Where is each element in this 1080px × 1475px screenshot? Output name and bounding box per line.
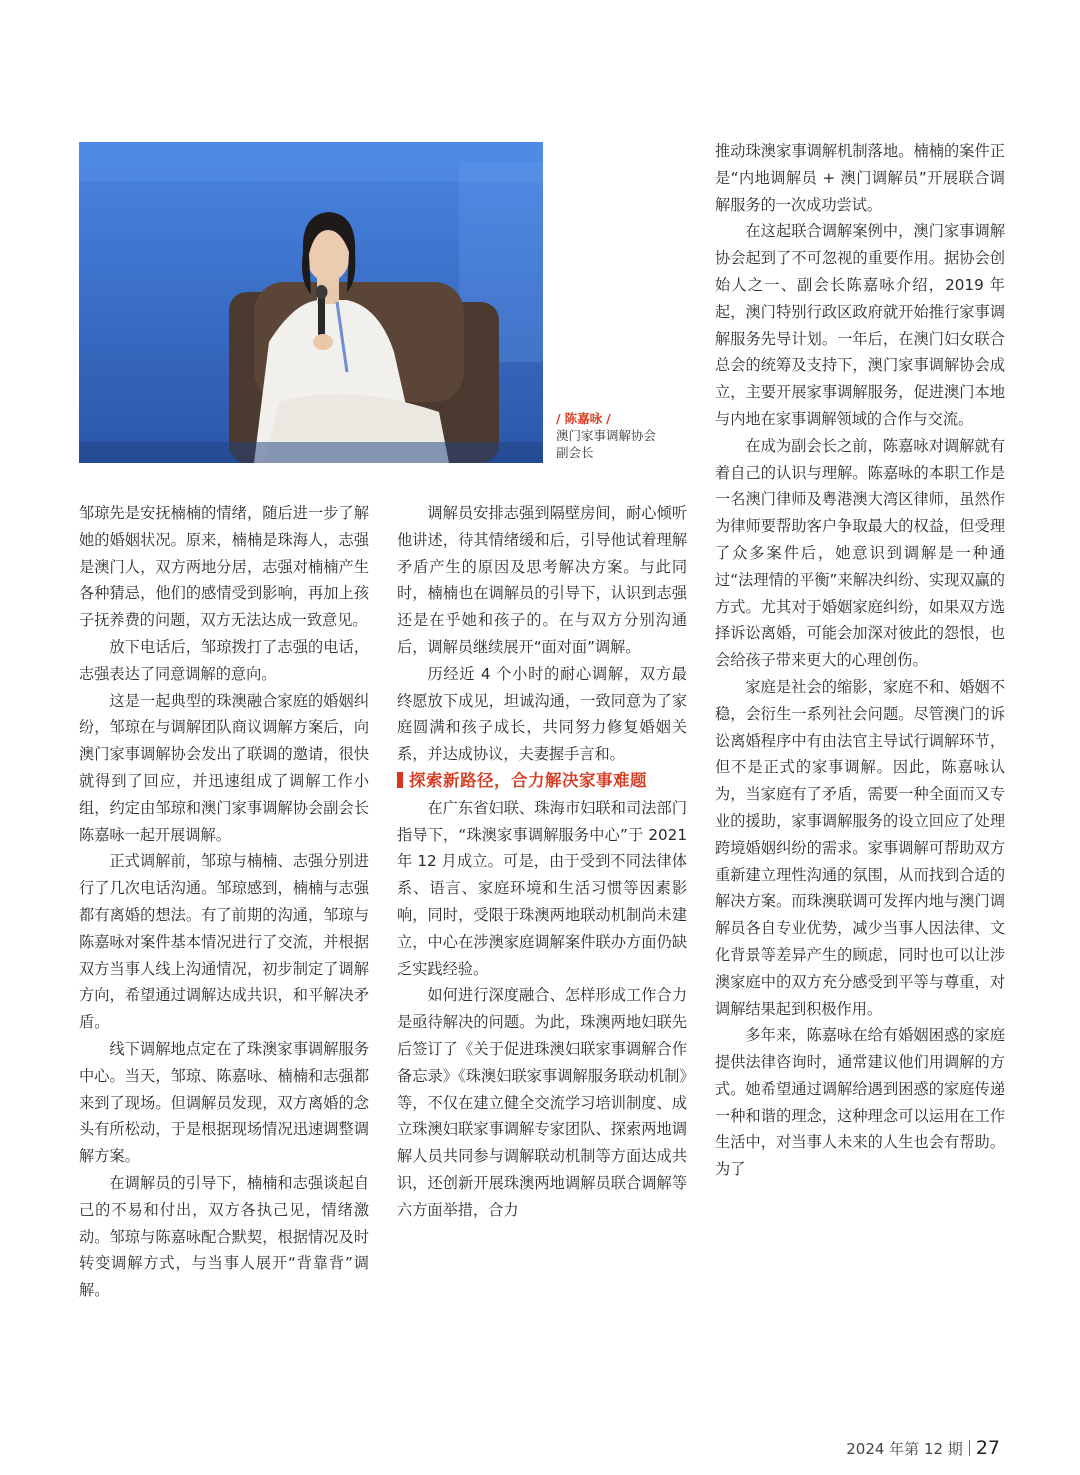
- paragraph: 邹琼先是安抚楠楠的情绪，随后进一步了解她的婚姻状况。原来，楠楠是珠海人，志强是澳门人，双方两地分居，志强对楠楠产生各种猜忌，他们的感情受到影响，再加上孩子抚养费的问题，双方无法达成一致意见。: [79, 504, 369, 630]
- article-column-1: [79, 500, 369, 1304]
- paragraph: 这是一起典型的珠澳融合家庭的婚姻纠纷，邹琼在与调解团队商议调解方案后，向澳门家事调解协会发出了联调的邀请，很快就得到了回应，并迅速组成了调解工作小组，约定由邹琼和澳门家事调解协会副会长陈嘉咏一起开展调解。: [79, 691, 369, 844]
- caption-name: 陈嘉咏: [564, 411, 603, 426]
- photo-caption: [556, 410, 686, 461]
- paragraph: 家庭是社会的缩影，家庭不和、婚姻不稳，会衍生一系列社会问题。尽管澳门的诉讼离婚程序中有由法官主导试行调解环节，但不是正式的家事调解。因此，陈嘉咏认为，当家庭有了矛盾，需要一种全面而又专业的援助，家事调解服务的设立回应了处理跨境婚姻纠纷的需求。家事调解可帮助双方重新建立理性沟通的氛围，从而找到合适的解决方案。而珠澳联调可发挥内地与澳门调解员各自专业优势，减少当事人因法律、文化背景等差异产生的顾虑，同时也可以让涉澳家庭中的双方充分感受到平等与尊重，对调解结果起到积极作用。: [715, 677, 1005, 1018]
- paragraph: 在调解员的引导下，楠楠和志强谈起自己的不易和付出，双方各执己见，情绪激动。邹琼与陈嘉咏配合默契，根据情况及时转变调解方式，与当事人展开“背靠背”调解。: [79, 1173, 369, 1300]
- paragraph: 线下调解地点定在了珠澳家事调解服务中心。当天，邹琼、陈嘉咏、楠楠和志强都来到了现场。但调解员发现，双方离婚的念头有所松动，于是根据现场情况迅速调整调解方案。: [79, 1039, 369, 1166]
- caption-title-line2: 副会长: [556, 445, 594, 460]
- paragraph: 在成为副会长之前，陈嘉咏对调解就有着自己的认识与理解。陈嘉咏的本职工作是一名澳门律师及粤港澳大湾区律师，虽然作为律师要帮助客户争取最大的权益，但受理了众多案件后，她意识到调解是一种通过“法理情的平衡”来解决纠纷、实现双赢的方式。尤其对于婚姻家庭纠纷，如果双方选择诉讼离婚，可能会加深对彼此的怨恨，也会给孩子带来更大的心理创伤。: [715, 436, 1005, 670]
- paragraph: 推动珠澳家事调解机制落地。楠楠的案件正是“内地调解员 + 澳门调解员”开展联合调解服务的一次成功尝试。: [715, 142, 1005, 214]
- paragraph: 调解员安排志强到隔壁房间，耐心倾听他讲述，待其情绪缓和后，引导他试着理解矛盾产生的原因及思考解决方案。与此同时，楠楠也在调解员的引导下，认识到志强还是在乎她和孩子的。在与双方分别沟通后，调解员继续展开“面对面”调解。: [397, 504, 687, 656]
- article-column-2: [397, 500, 687, 1224]
- caption-title-line1: 澳门家事调解协会: [556, 428, 657, 443]
- section-marker: [397, 772, 403, 788]
- caption-name-line: [556, 410, 686, 427]
- paragraph: 多年来，陈嘉咏在给有婚姻困惑的家庭提供法律咨询时，通常建议他们用调解的方式。她希望通过调解给遇到困惑的家庭传递一种和谐的理念，这种理念可以运用在工作生活中，对当事人未来的人生也会有帮助。为了: [715, 1026, 1005, 1179]
- paragraph: 在广东省妇联、珠海市妇联和司法部门指导下，“珠澳家事调解服务中心”于 2021 年 12 月成立。可是，由于受到不同法律体系、语言、家庭环境和生活习惯等因素影响，同时，受限于珠澳两地联动机制尚未建立，中心在涉澳家庭调解案件联办方面仍缺乏实践经验。: [397, 798, 687, 978]
- speaker-photo-illustration: [79, 142, 543, 463]
- paragraph: 正式调解前，邹琼与楠楠、志强分别进行了几次电话沟通。邹琼感到，楠楠与志强都有离婚的想法。有了前期的沟通，邹琼与陈嘉咏对案件基本情况进行了交流，并根据双方当事人线上沟通情况，初步制定了调解方向，希望通过调解达成共识，和平解决矛盾。: [79, 852, 369, 1032]
- page-number: 27: [975, 1437, 1000, 1459]
- article-column-3: [715, 138, 1005, 1183]
- paragraph: 在这起联合调解案例中，澳门家事调解协会起到了不可忽视的重要作用。据协会创始人之一、副会长陈嘉咏介绍，2019 年起，澳门特别行政区政府就开始推行家事调解服务先导计划。一年后，在澳门妇女联合总会的统筹及支持下，澳门家事调解协会成立，主要开展家事调解服务，促进澳门本地与内地在家事调解领域的合作与交流。: [715, 222, 1005, 428]
- footer-divider: [969, 1440, 970, 1456]
- speaker-photo: [79, 142, 543, 463]
- caption-slash-right: /: [606, 411, 611, 426]
- caption-slash-left: /: [556, 411, 561, 426]
- paragraph: 如何进行深度融合、怎样形成工作合力是亟待解决的问题。为此，珠澳两地妇联先后签订了《关于促进珠澳妇联家事调解合作备忘录》《珠澳妇联家事调解服务联动机制》等，不仅在建立健全交流学习培训制度、成立珠澳妇联家事调解专家团队、探索两地调解人员共同参与调解联动机制等方面达成共识，还创新开展珠澳两地调解员联合调解等六方面举措，合力: [397, 986, 687, 1219]
- issue-label: 2024 年第 12 期: [846, 1440, 963, 1458]
- page-footer: [846, 1437, 1000, 1459]
- section-heading-text: 探索新路径，合力解决家事难题: [409, 770, 647, 790]
- paragraph: 历经近 4 个小时的耐心调解，双方最终愿放下成见，坦诚沟通，一致同意为了家庭圆满和孩子成长，共同努力修复婚姻关系，并达成协议，夫妻握手言和。: [397, 664, 687, 764]
- section-heading: [397, 768, 687, 795]
- paragraph: 放下电话后，邹琼拨打了志强的电话，志强表达了同意调解的意向。: [79, 637, 369, 683]
